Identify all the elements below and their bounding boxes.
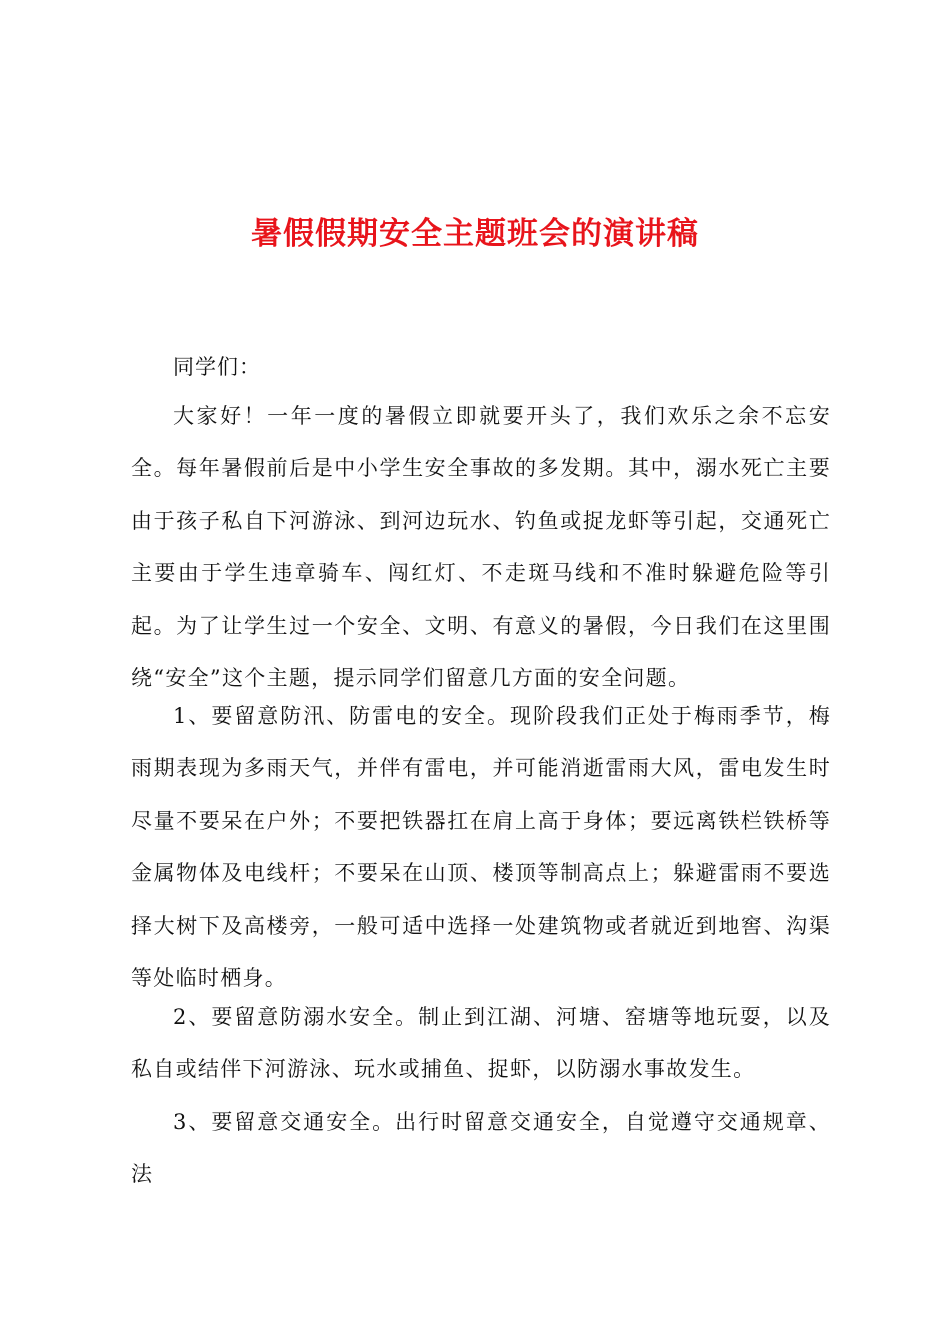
paragraph-intro: 大家好！一年一度的暑假立即就要开头了，我们欢乐之余不忘安全。每年暑假前后是中小学生安全事故的多发期。其中，溺水死亡主要由于孩子私自下河游泳、到河边玩水、钓鱼或捉龙虾等引起，交通死亡主要由于学生违章骑车、闯红灯、不走斑马线和不准时躲避危险等引起。为了让学生过一个安全、文明、有意义的暑假，今日我们在这里围绕“安全”这个主题，提示同学们留意几方面的安全问题。 xyxy=(131,404,831,691)
paragraph-item-1: 1、要留意防汛、防雷电的安全。现阶段我们正处于梅雨季节，梅雨期表现为多雨天气，并伴有雷电，并可能消逝雷雨大风，雷电发生时尽量不要呆在户外；不要把铁器扛在肩上高于身体；要远离铁栏铁桥等金属物体及电线杆；不要呆在山顶、楼顶等制高点上；躲避雷雨不要选择大树下及高楼旁，一般可适中选择一处建筑物或者就近到地窖、沟渠等处临时栖身。 xyxy=(131,704,831,991)
document-title: 暑假假期安全主题班会的演讲稿 xyxy=(251,216,699,252)
greeting-line: 同学们： xyxy=(173,355,261,379)
paragraph-item-3: 3、要留意交通安全。出行时留意交通安全，自觉遵守交通规章、法 xyxy=(131,1110,831,1187)
paragraph-item-2: 2、要留意防溺水安全。制止到江湖、河塘、窑塘等地玩耍，以及私自或结伴下河游泳、玩水或捕鱼、捉虾，以防溺水事故发生。 xyxy=(131,1005,831,1082)
